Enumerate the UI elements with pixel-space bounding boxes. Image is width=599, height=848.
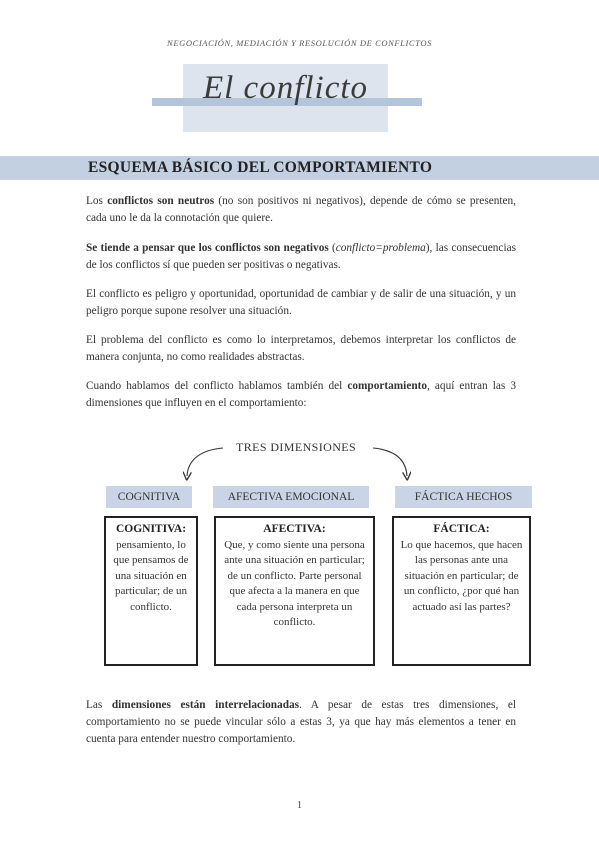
arrow-left bbox=[187, 448, 223, 476]
card-cognitiva-body: pensamiento, lo que pensamos de una situación en particular; de un conflicto. bbox=[113, 538, 189, 613]
paragraph-6-bold: dimensiones están interrelacionadas bbox=[111, 699, 300, 711]
arrow-right bbox=[373, 448, 407, 476]
label-afectiva: AFECTIVA EMOCIONAL bbox=[213, 486, 369, 508]
dimensions-heading: TRES DIMENSIONES bbox=[236, 440, 357, 454]
card-afectiva-body: Que, y como siente una persona ante una situación en particular; de un conflicto. Parte personal que afecta a la manera en que cada persona interpreta un conflicto. bbox=[224, 538, 365, 628]
paragraph-1-bold: conflictos son neutros bbox=[107, 195, 215, 207]
paragraph-5-bold: comportamiento bbox=[347, 380, 428, 392]
card-factica-title: FÁCTICA: bbox=[433, 523, 490, 535]
paragraph-1-text-c: (no son positivos ni negativos), depende de cómo se presenten, cada uno le da la connotación que quiere. bbox=[86, 195, 517, 224]
card-cognitiva-title: COGNITIVA: bbox=[115, 523, 187, 535]
paragraph-4: El problema del conflicto es como lo interpretamos, debemos interpretar los conflictos de manera conjunta, no como realidades abstractas. bbox=[86, 334, 516, 363]
card-afectiva bbox=[214, 516, 375, 666]
card-factica bbox=[392, 516, 531, 666]
page-title: El conflicto bbox=[202, 70, 369, 106]
paragraph-6 bbox=[86, 697, 516, 748]
paragraph-2-text-c: ( bbox=[328, 242, 336, 254]
paragraph-5-text-a: Cuando hablamos del conflicto hablamos también del bbox=[86, 380, 348, 392]
paragraph-6-text-a: Las bbox=[86, 699, 112, 711]
paragraph-2-text-e: ), las consecuencias de los conflictos sí que pueden ser positivas o negativas. bbox=[86, 242, 516, 271]
label-factica: FÁCTICA HECHOS bbox=[395, 486, 532, 508]
paragraph-3: El conflicto es peligro y oportunidad, oportunidad de cambiar y de salir de una situación, y un peligro porque supone resolver una situación. bbox=[86, 288, 516, 317]
card-factica-body: Lo que hacemos, que hacen las personas ante una situación en particular; de un conflicto, ¿por qué han actuado así las partes? bbox=[400, 538, 523, 613]
paragraph-5-text-c: , aquí entran las 3 dimensiones que influyen en el comportamiento: bbox=[86, 380, 516, 409]
paragraph-2-bold: Se tiende a pensar que los conflictos son negativos bbox=[86, 242, 329, 254]
paragraph-6-text-c: . A pesar de estas tres dimensiones, el comportamiento no se puede vincular sólo a estas 3, ya que hay más elementos a tener en cuenta para entender nuestro comportamiento. bbox=[86, 699, 516, 745]
page-number: 1 bbox=[297, 800, 302, 811]
section-heading: ESQUEMA BÁSICO DEL COMPORTAMIENTO bbox=[88, 159, 433, 176]
card-cognitiva bbox=[104, 516, 198, 666]
card-afectiva-title: AFECTIVA: bbox=[263, 523, 326, 535]
paragraph-2-italic: conflicto=problema bbox=[335, 242, 426, 254]
label-cognitiva: COGNITIVA bbox=[106, 486, 192, 508]
running-header: NEGOCIACIÓN, MEDIACIÓN Y RESOLUCIÓN DE CONFLICTOS bbox=[167, 38, 432, 48]
paragraph-1-text-a: Los bbox=[86, 195, 108, 207]
